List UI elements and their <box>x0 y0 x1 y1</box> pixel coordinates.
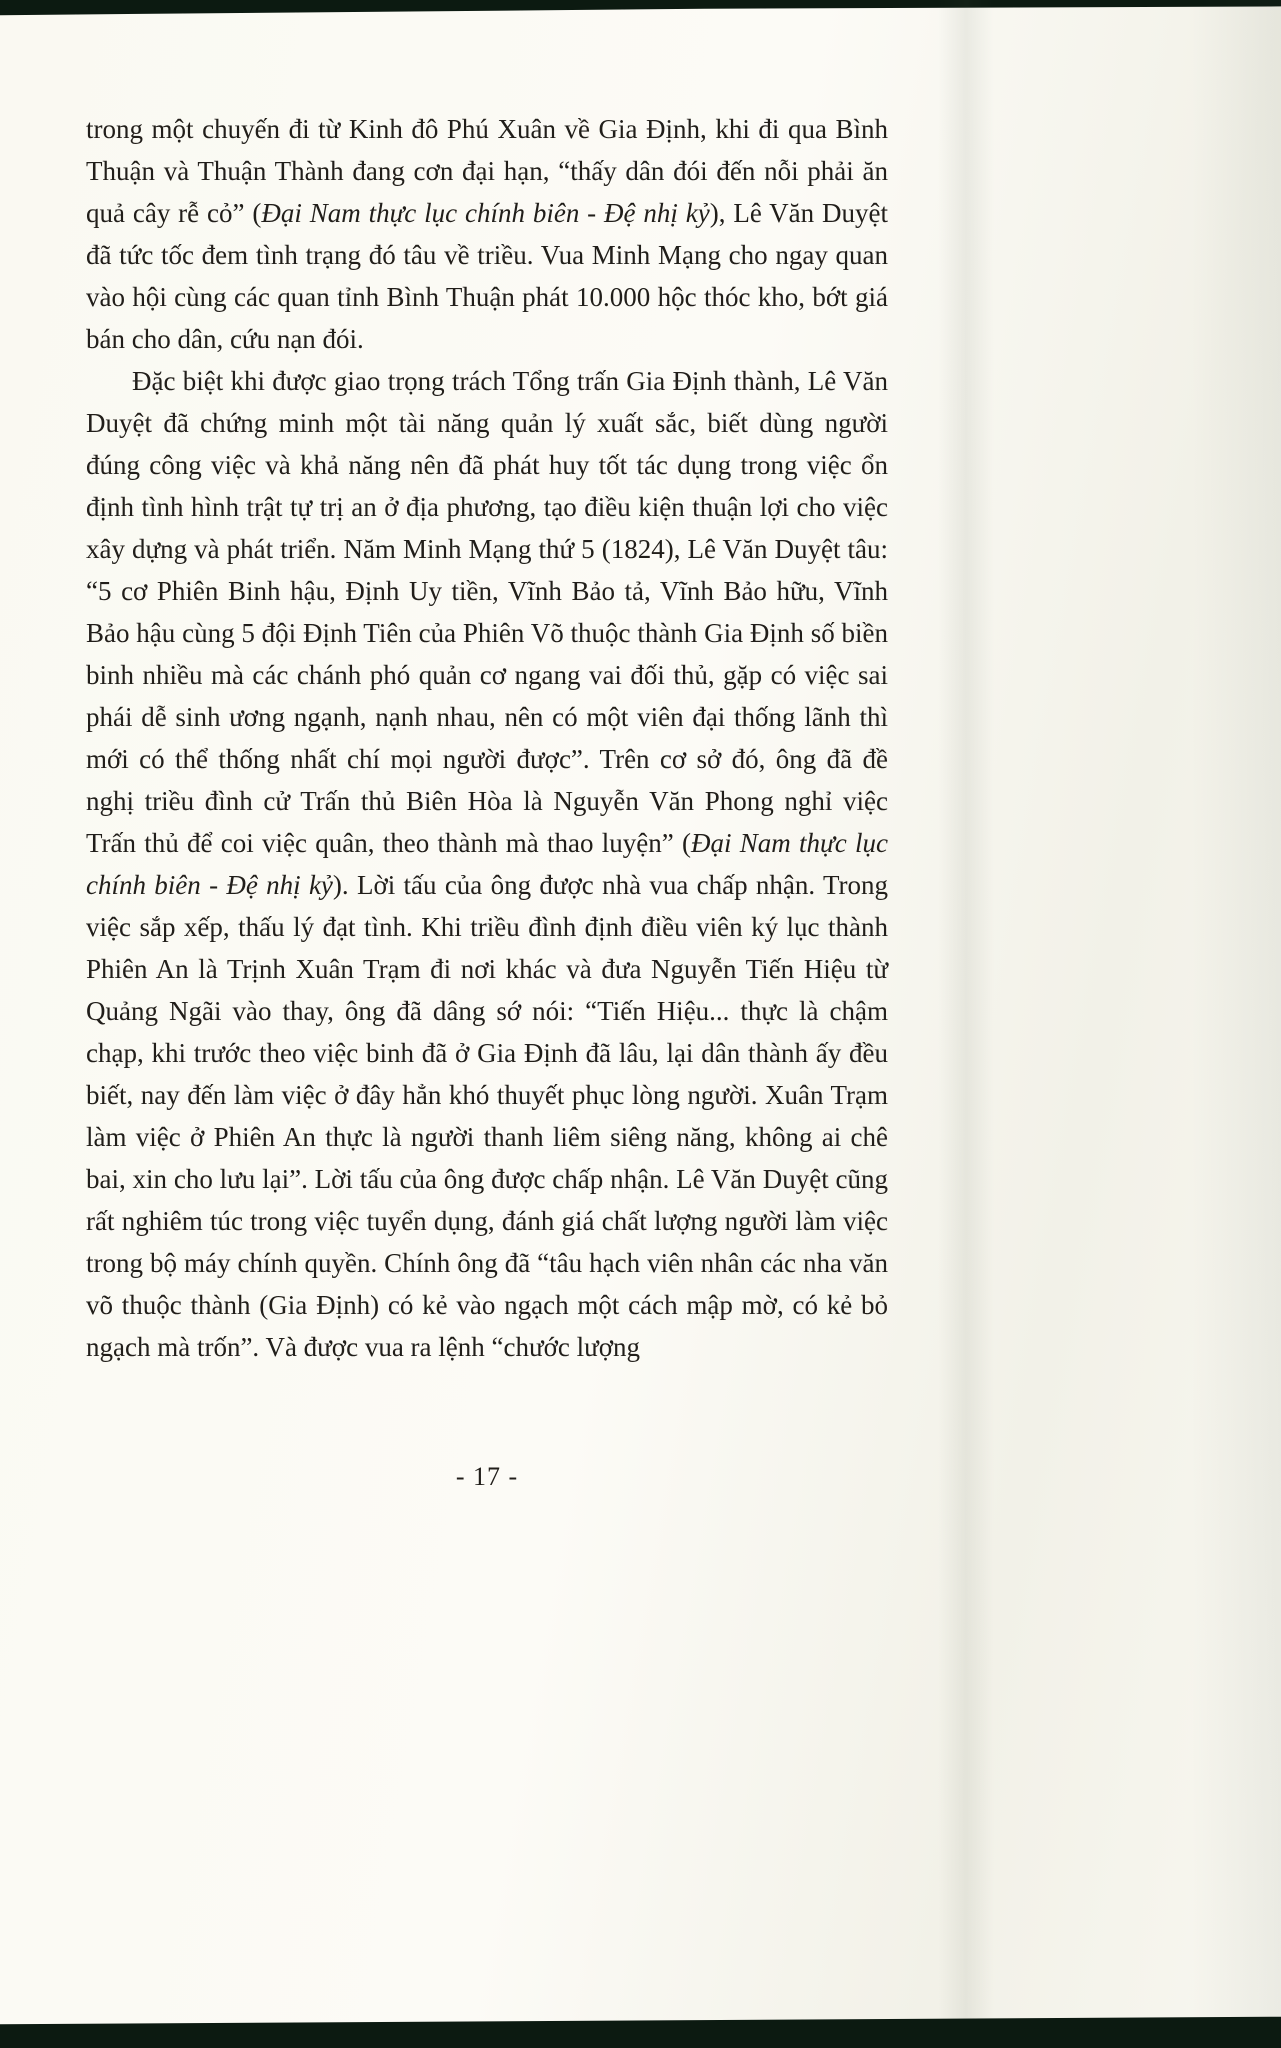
top-edge-shadow <box>0 0 1281 16</box>
bottom-edge-shadow <box>0 2014 1281 2048</box>
paragraph <box>86 108 888 360</box>
book-title-italic: Đại Nam thực lục chính biên - Đệ nhị kỷ <box>86 828 888 900</box>
body-text: trong một chuyến đi từ Kinh đô Phú Xuân về Gia Định, khi đi qua Bình Thuận và Thuận Thành đang cơn đại hạn, “thấy dân đói đến nỗi phải ăn quả cây rễ cỏ” ( <box>86 114 888 228</box>
page-edge-shade <box>1191 0 1281 2048</box>
book-title-italic: Đại Nam thực lục chính biên - Đệ nhị kỷ <box>261 198 710 228</box>
page-number: - 17 - <box>455 1462 519 1491</box>
body-text: Đặc biệt khi được giao trọng trách Tổng trấn Gia Định thành, Lê Văn Duyệt đã chứng minh một tài năng quản lý xuất sắc, biết dùng người đúng công việc và khả năng nên đã phát huy tốt tác dụng trong việc ổn định tình hình trật tự trị an ở địa phương, tạo điều kiện thuận lợi cho việc xây dựng và phát triển. Năm Minh Mạng thứ 5 (1824), Lê Văn Duyệt tâu: “5 cơ Phiên Binh hậu, Định Uy tiền, Vĩnh Bảo tả, Vĩnh Bảo hữu, Vĩnh Bảo hậu cùng 5 đội Định Tiên của Phiên Võ thuộc thành Gia Định số biền binh nhiều mà các chánh phó quản cơ ngang vai đối thủ, gặp có việc sai phái dễ sinh ương ngạnh, nạnh nhau, nên có một viên đại thống lãnh thì mới có thể thống nhất chí mọi người được”. Trên cơ sở đó, ông đã đề nghị triều đình cử Trấn thủ Biên Hòa là Nguyễn Văn Phong nghỉ việc Trấn thủ để coi việc quân, theo thành mà thao luyện” ( <box>86 366 888 858</box>
body-text: ). Lời tấu của ông được nhà vua chấp nhận. Trong việc sắp xếp, thấu lý đạt tình. Khi triều đình định điều viên ký lục thành Phiên An là Trịnh Xuân Trạm đi nơi khác và đưa Nguyễn Tiến Hiệu từ Quảng Ngãi vào thay, ông đã dâng sớ nói: “Tiến Hiệu... thực là chậm chạp, khi trước theo việc binh đã ở Gia Định đã lâu, lại dân thành ấy đều biết, nay đến làm việc ở đây hẳn khó thuyết phục lòng người. Xuân Trạm làm việc ở Phiên An thực là người thanh liêm siêng năng, không ai chê bai, xin cho lưu lại”. Lời tấu của ông được chấp nhận. Lê Văn Duyệt cũng rất nghiêm túc trong việc tuyển dụng, đánh giá chất lượng người làm việc trong bộ máy chính quyền. Chính ông đã “tâu hạch viên nhân các nha văn võ thuộc thành (Gia Định) có kẻ vào ngạch một cách mập mờ, có kẻ bỏ ngạch mà trốn”. Và được vua ra lệnh “chước lượng <box>86 870 889 1362</box>
body-text: ), Lê Văn Duyệt đã tức tốc đem tình trạng đó tâu về triều. Vua Minh Mạng cho ngay quan vào hội cùng các quan tỉnh Bình Thuận phát 10.000 hộc thóc kho, bớt giá bán cho dân, cứu nạn đói. <box>86 198 888 354</box>
page-text <box>86 108 888 1368</box>
paragraph <box>86 360 888 1368</box>
page-crease <box>938 0 994 2048</box>
